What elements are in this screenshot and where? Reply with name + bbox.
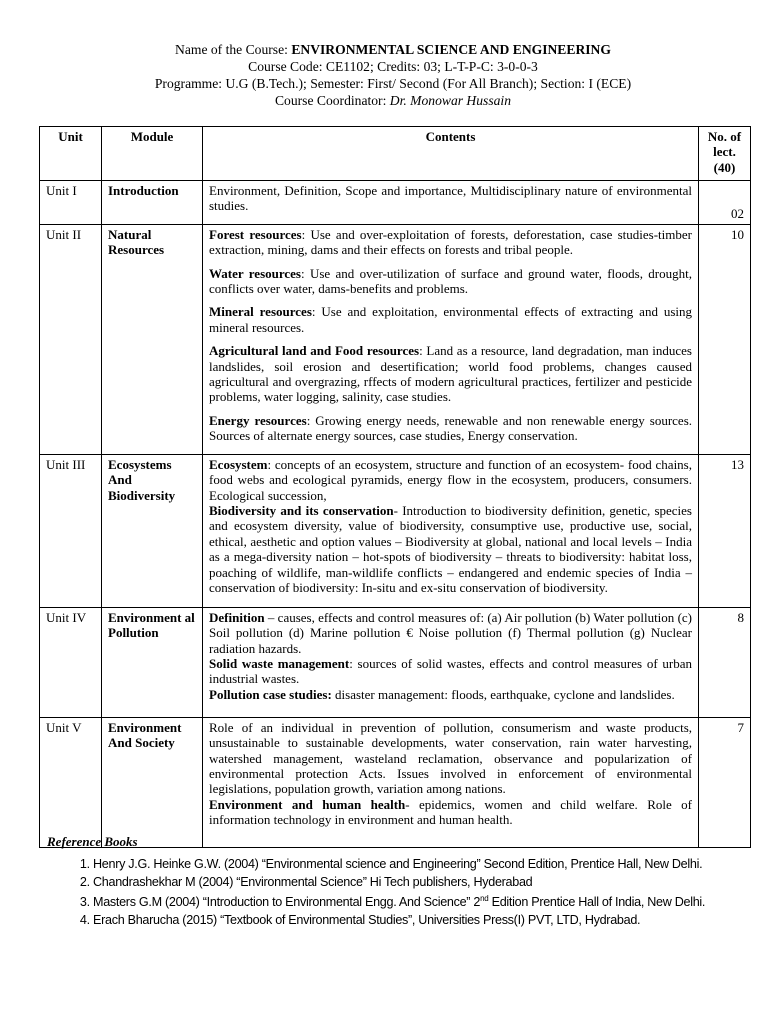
reference-item: 2. Chandrashekhar M (2004) “Environmental Science” Hi Tech publishers, Hyderabad (93, 874, 768, 890)
reference-item: 4. Erach Bharucha (2015) “Textbook of Environmental Studies”, Universities Press(I) PVT, LTD, Hydrabad. (93, 912, 768, 928)
content-paragraph: Energy resources: Growing energy needs, renewable and non renewable energy sources. Sources of alternate energy sources, case studies, Energy conservation. (209, 412, 693, 444)
header-contents: Contents (203, 127, 699, 181)
content-paragraph: Biodiversity and its conservation- Introduction to biodiversity definition, genetic, species and ecosystem diversity, value of biodiversity, consumptive use, productive use, social, ethical, aesthetic and option values – Biodiversity at global, national and local levels – India as a mega-diversity nation – hot-spots of biodiversity – threats to biodiversity: habitat loss, poaching of wildlife, man-wildlife conflicts – endangered and endemic species of India – conservation of biodiversity: In-situ and ex-situ conservation of biodiversity. (209, 502, 692, 595)
module-cell: Introduction (102, 181, 203, 225)
topic-heading: Energy resources (209, 412, 307, 428)
topic-heading: Definition (209, 609, 265, 625)
coordinator-line: Course Coordinator: Dr. Monowar Hussain (274, 93, 511, 108)
header-lect: No. of lect. (40) (699, 127, 751, 181)
table-header-row (40, 127, 751, 181)
topic-heading: Ecosystem (209, 456, 268, 472)
topic-heading: Forest resources (209, 226, 302, 242)
topic-heading: Solid waste management (209, 655, 350, 671)
content-paragraph: Definition – causes, effects and control measures of: (a) Air pollution (b) Water pollution (c) Soil pollution (d) Marine pollution € Noise pollution (f) Thermal pollution (g) Nuclear radiation hazards. (209, 609, 692, 656)
contents-cell (203, 181, 699, 225)
module-cell: Environment And Society (102, 717, 203, 847)
topic-heading: Pollution case studies: (209, 686, 332, 702)
reference-item: 1. Henry J.G. Heinke G.W. (2004) “Environmental science and Engineering” Second Edition, Prentice Hall, New Delhi. (93, 856, 768, 872)
unit-cell: Unit IV (40, 607, 102, 717)
topic-heading: Mineral resources (209, 304, 312, 320)
reference-books-title: Reference Books (47, 834, 138, 849)
header-unit: Unit (40, 127, 102, 181)
topic-heading: Agricultural land and Food resources (209, 343, 420, 359)
content-paragraph: Environment, Definition, Scope and importance, Multidisciplinary nature of environmental studies. (209, 183, 692, 214)
content-paragraph: Forest resources: Use and over-exploitation of forests, deforestation, case studies-timber extraction, mining, dams and their effects on forests and tribal people. (209, 226, 692, 258)
contents-cell (203, 607, 699, 717)
content-paragraph: Pollution case studies: disaster management: floods, earthquake, cyclone and landslides. (209, 686, 675, 702)
contents-cell (203, 717, 699, 847)
module-cell: Ecosystems And Biodiversity (102, 454, 203, 607)
lecture-count-cell: 10 (699, 224, 751, 454)
content-paragraph: Water resources: Use and over-utilization of surface and ground water, floods, drought, conflicts over water, dams-benefits and problems. (209, 265, 692, 297)
module-cell: Environment al Pollution (102, 607, 203, 717)
table-row (40, 717, 751, 847)
unit-cell: Unit I (40, 181, 102, 225)
course-code-line: Course Code: CE1102; Credits: 03; L-T-P-C: 3-0-0-3 (248, 59, 538, 74)
content-paragraph: Role of an individual in prevention of pollution, consumerism and waste products, unsustainable to sustainable developments, water conservation, rain water harvesting, watershed management, wasteland reclamation, observance and popularization of environmental protection Acts. Issues involved in enforcement of environmental legislations, population growth, variation among nations. (209, 719, 692, 797)
topic-heading: Water resources (209, 265, 301, 281)
reference-list (40, 856, 768, 929)
programme-line: Programme: U.G (B.Tech.); Semester: First/ Second (For All Branch); Section: I (ECE) (154, 76, 632, 91)
coordinator-name: Dr. Monowar Hussain (389, 93, 511, 108)
content-paragraph: Agricultural land and Food resources: Land as a resource, land degradation, man induces landslides, soil erosion and desertification; world food problems, changes caused agricultural and overgrazing, rffects of modern agricultural practices, fertilizer and pesticide problems, water logging, salinity, case studies. (209, 343, 692, 405)
table-row (40, 181, 751, 225)
course-name: ENVIRONMENTAL SCIENCE AND ENGINEERING (291, 42, 611, 57)
header-module: Module (102, 127, 203, 181)
table-row (40, 454, 751, 607)
content-paragraph: Solid waste management: sources of solid wastes, effects and control measures of urban industrial wastes. (209, 655, 692, 687)
content-paragraph: Environment and human health- epidemics, women and child welfare. Role of information technology in environment and human health. (209, 796, 692, 828)
syllabus-table (39, 126, 751, 848)
contents-cell (203, 454, 699, 607)
content-paragraph: Ecosystem: concepts of an ecosystem, structure and function of an ecosystem- food chains, food webs and ecological pyramids, energy flow in the ecosystem, producers, consumers. Ecological succession, (209, 456, 692, 503)
lecture-count-cell: 7 (699, 717, 751, 847)
table-row (40, 224, 751, 454)
lecture-count-cell: 02 (699, 181, 751, 225)
reference-item: 3. Masters G.M (2004) “Introduction to Environmental Engg. And Science” 2nd Edition Prentice Hall of India, New Delhi. (93, 891, 768, 910)
topic-heading: Biodiversity and its conservation (209, 502, 394, 518)
module-cell: Natural Resources (102, 224, 203, 454)
table-row (40, 607, 751, 717)
course-name-line: Name of the Course: ENVIRONMENTAL SCIENCE AND ENGINEERING (175, 42, 611, 57)
topic-heading: Environment and human health (209, 796, 406, 812)
unit-cell: Unit III (40, 454, 102, 607)
unit-cell: Unit II (40, 224, 102, 454)
lecture-count-cell: 8 (699, 607, 751, 717)
lecture-count-cell: 13 (699, 454, 751, 607)
course-header (40, 41, 746, 109)
contents-cell (203, 224, 699, 454)
unit-cell: Unit V (40, 717, 102, 847)
content-paragraph: Mineral resources: Use and exploitation, environmental effects of extracting and using mineral resources. (209, 304, 692, 335)
